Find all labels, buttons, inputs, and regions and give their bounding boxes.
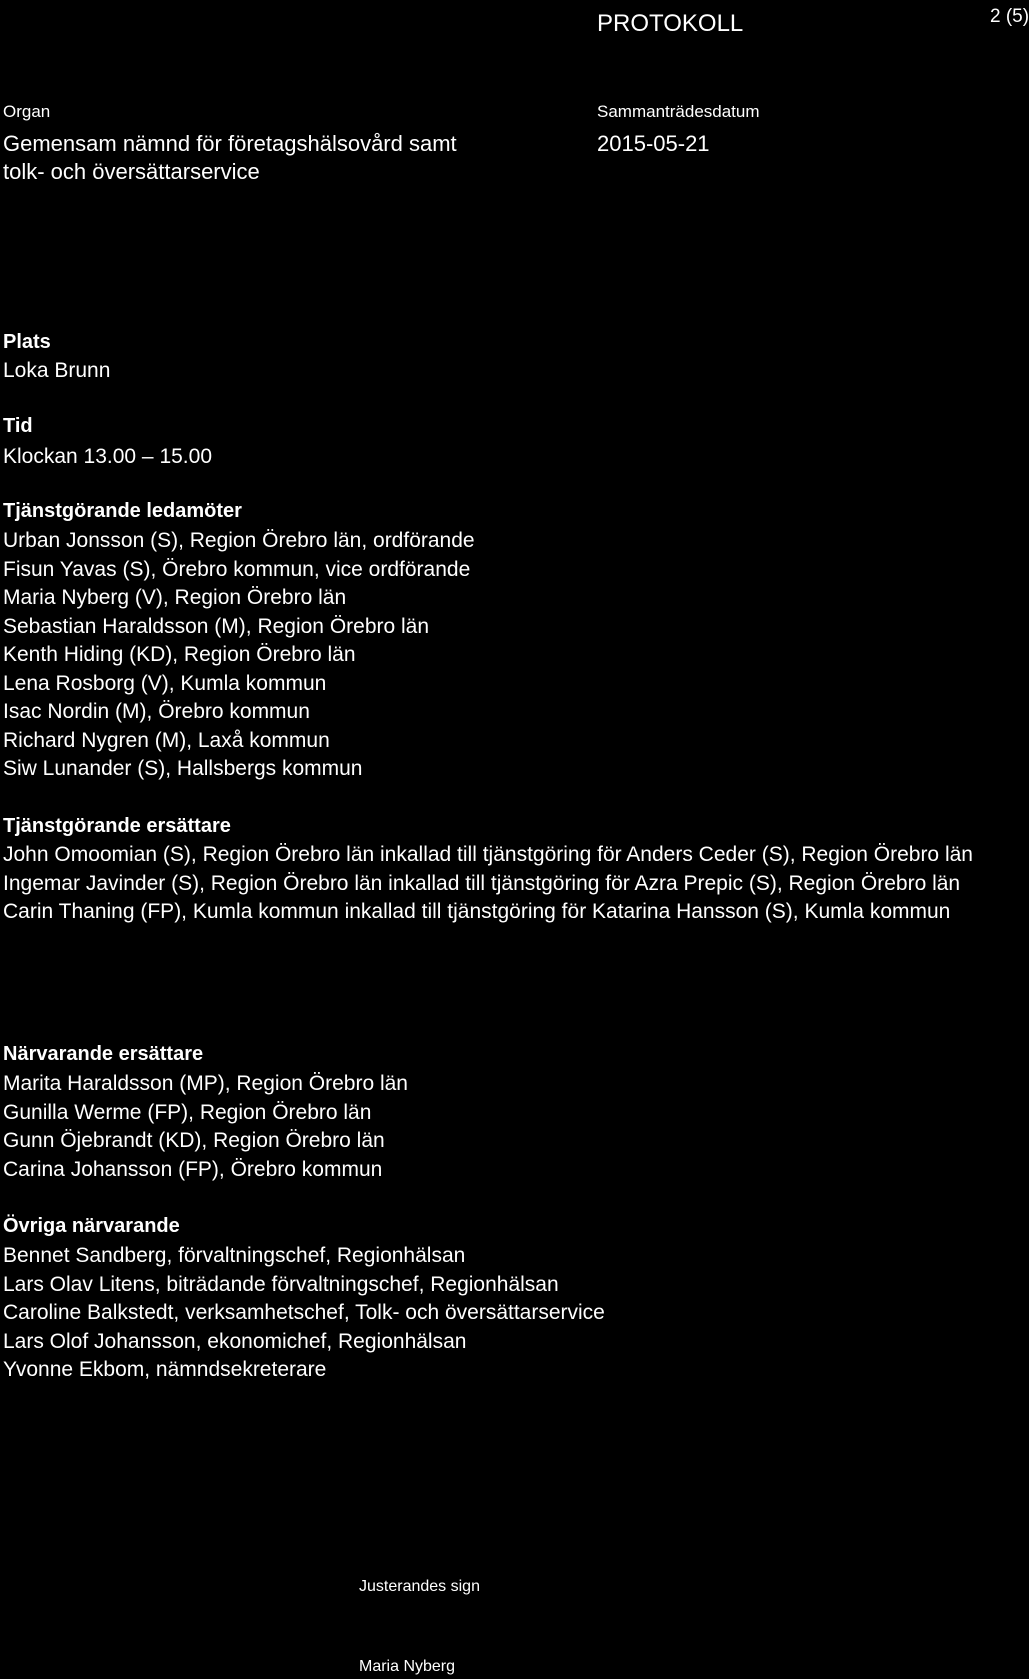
date-label: Sammanträdesdatum [597,102,760,121]
time-heading: Tid [3,415,33,437]
substitutes-present-list [3,1070,408,1184]
list-item: Gunilla Werme (FP), Region Örebro län [3,1100,372,1124]
time-value: Klockan 13.00 – 15.00 [3,445,212,468]
list-item: Siw Lunander (S), Hallsbergs kommun [3,757,363,780]
others-present-list [3,1242,605,1385]
organ-value-line2: tolk- och översättarservice [3,159,260,184]
list-item: Yvonne Ekbom, nämndsekreterare [3,1358,327,1381]
others-present-heading: Övriga närvarande [3,1215,180,1237]
organ-label: Organ [3,102,51,121]
list-item: Lena Rosborg (V), Kumla kommun [3,671,327,695]
list-item: Maria Nyberg (V), Region Örebro län [3,586,347,609]
list-item: Caroline Balkstedt, verksamhetschef, Tolk- och översättarservice [3,1301,605,1324]
sign-label: Justerandes sign [359,1578,480,1595]
list-item: Fisun Yavas (S), Örebro kommun, vice ordförande [3,557,471,581]
list-item: Lars Olof Johansson, ekonomichef, Regionhälsan [3,1329,467,1353]
substitutes-serving-heading: Tjänstgörande ersättare [3,815,231,837]
list-item: Richard Nygren (M), Laxå kommun [3,728,330,752]
list-item: Gunn Öjebrandt (KD), Region Örebro län [3,1129,385,1152]
signer-name: Maria Nyberg [359,1658,456,1675]
list-item: Bennet Sandberg, förvaltningschef, Regionhälsan [3,1244,466,1267]
list-item: Ingemar Javinder (S), Region Örebro län inkallad till tjänstgöring för Azra Prepic (S), Region Örebro län [3,871,961,895]
list-item: Urban Jonsson (S), Region Örebro län, ordförande [3,529,475,552]
members-heading: Tjänstgörande ledamöter [3,500,242,522]
list-item: Isac Nordin (M), Örebro kommun [3,700,310,723]
list-item: Carina Johansson (FP), Örebro kommun [3,1157,383,1181]
substitutes-present-heading: Närvarande ersättare [3,1043,204,1065]
list-item: Sebastian Haraldsson (M), Region Örebro län [3,614,430,638]
place-value: Loka Brunn [3,359,111,382]
page-number: 2 (5) [990,6,1029,27]
date-value: 2015-05-21 [597,131,710,156]
list-item: Marita Haraldsson (MP), Region Örebro län [3,1072,408,1095]
place-heading: Plats [3,331,51,353]
list-item: Carin Thaning (FP), Kumla kommun inkallad till tjänstgöring för Katarina Hansson (S), Kumla kommun [3,900,951,923]
substitutes-serving-list [3,841,1021,927]
document-title: PROTOKOLL [597,10,744,37]
organ-value-line1: Gemensam nämnd för företagshälsovård samt [3,131,457,156]
members-list [3,527,475,784]
list-item: John Omoomian (S), Region Örebro län inkallad till tjänstgöring för Anders Ceder (S), Region Örebro län [3,843,973,866]
list-item: Kenth Hiding (KD), Region Örebro län [3,643,356,666]
list-item: Lars Olav Litens, biträdande förvaltningschef, Regionhälsan [3,1272,559,1296]
